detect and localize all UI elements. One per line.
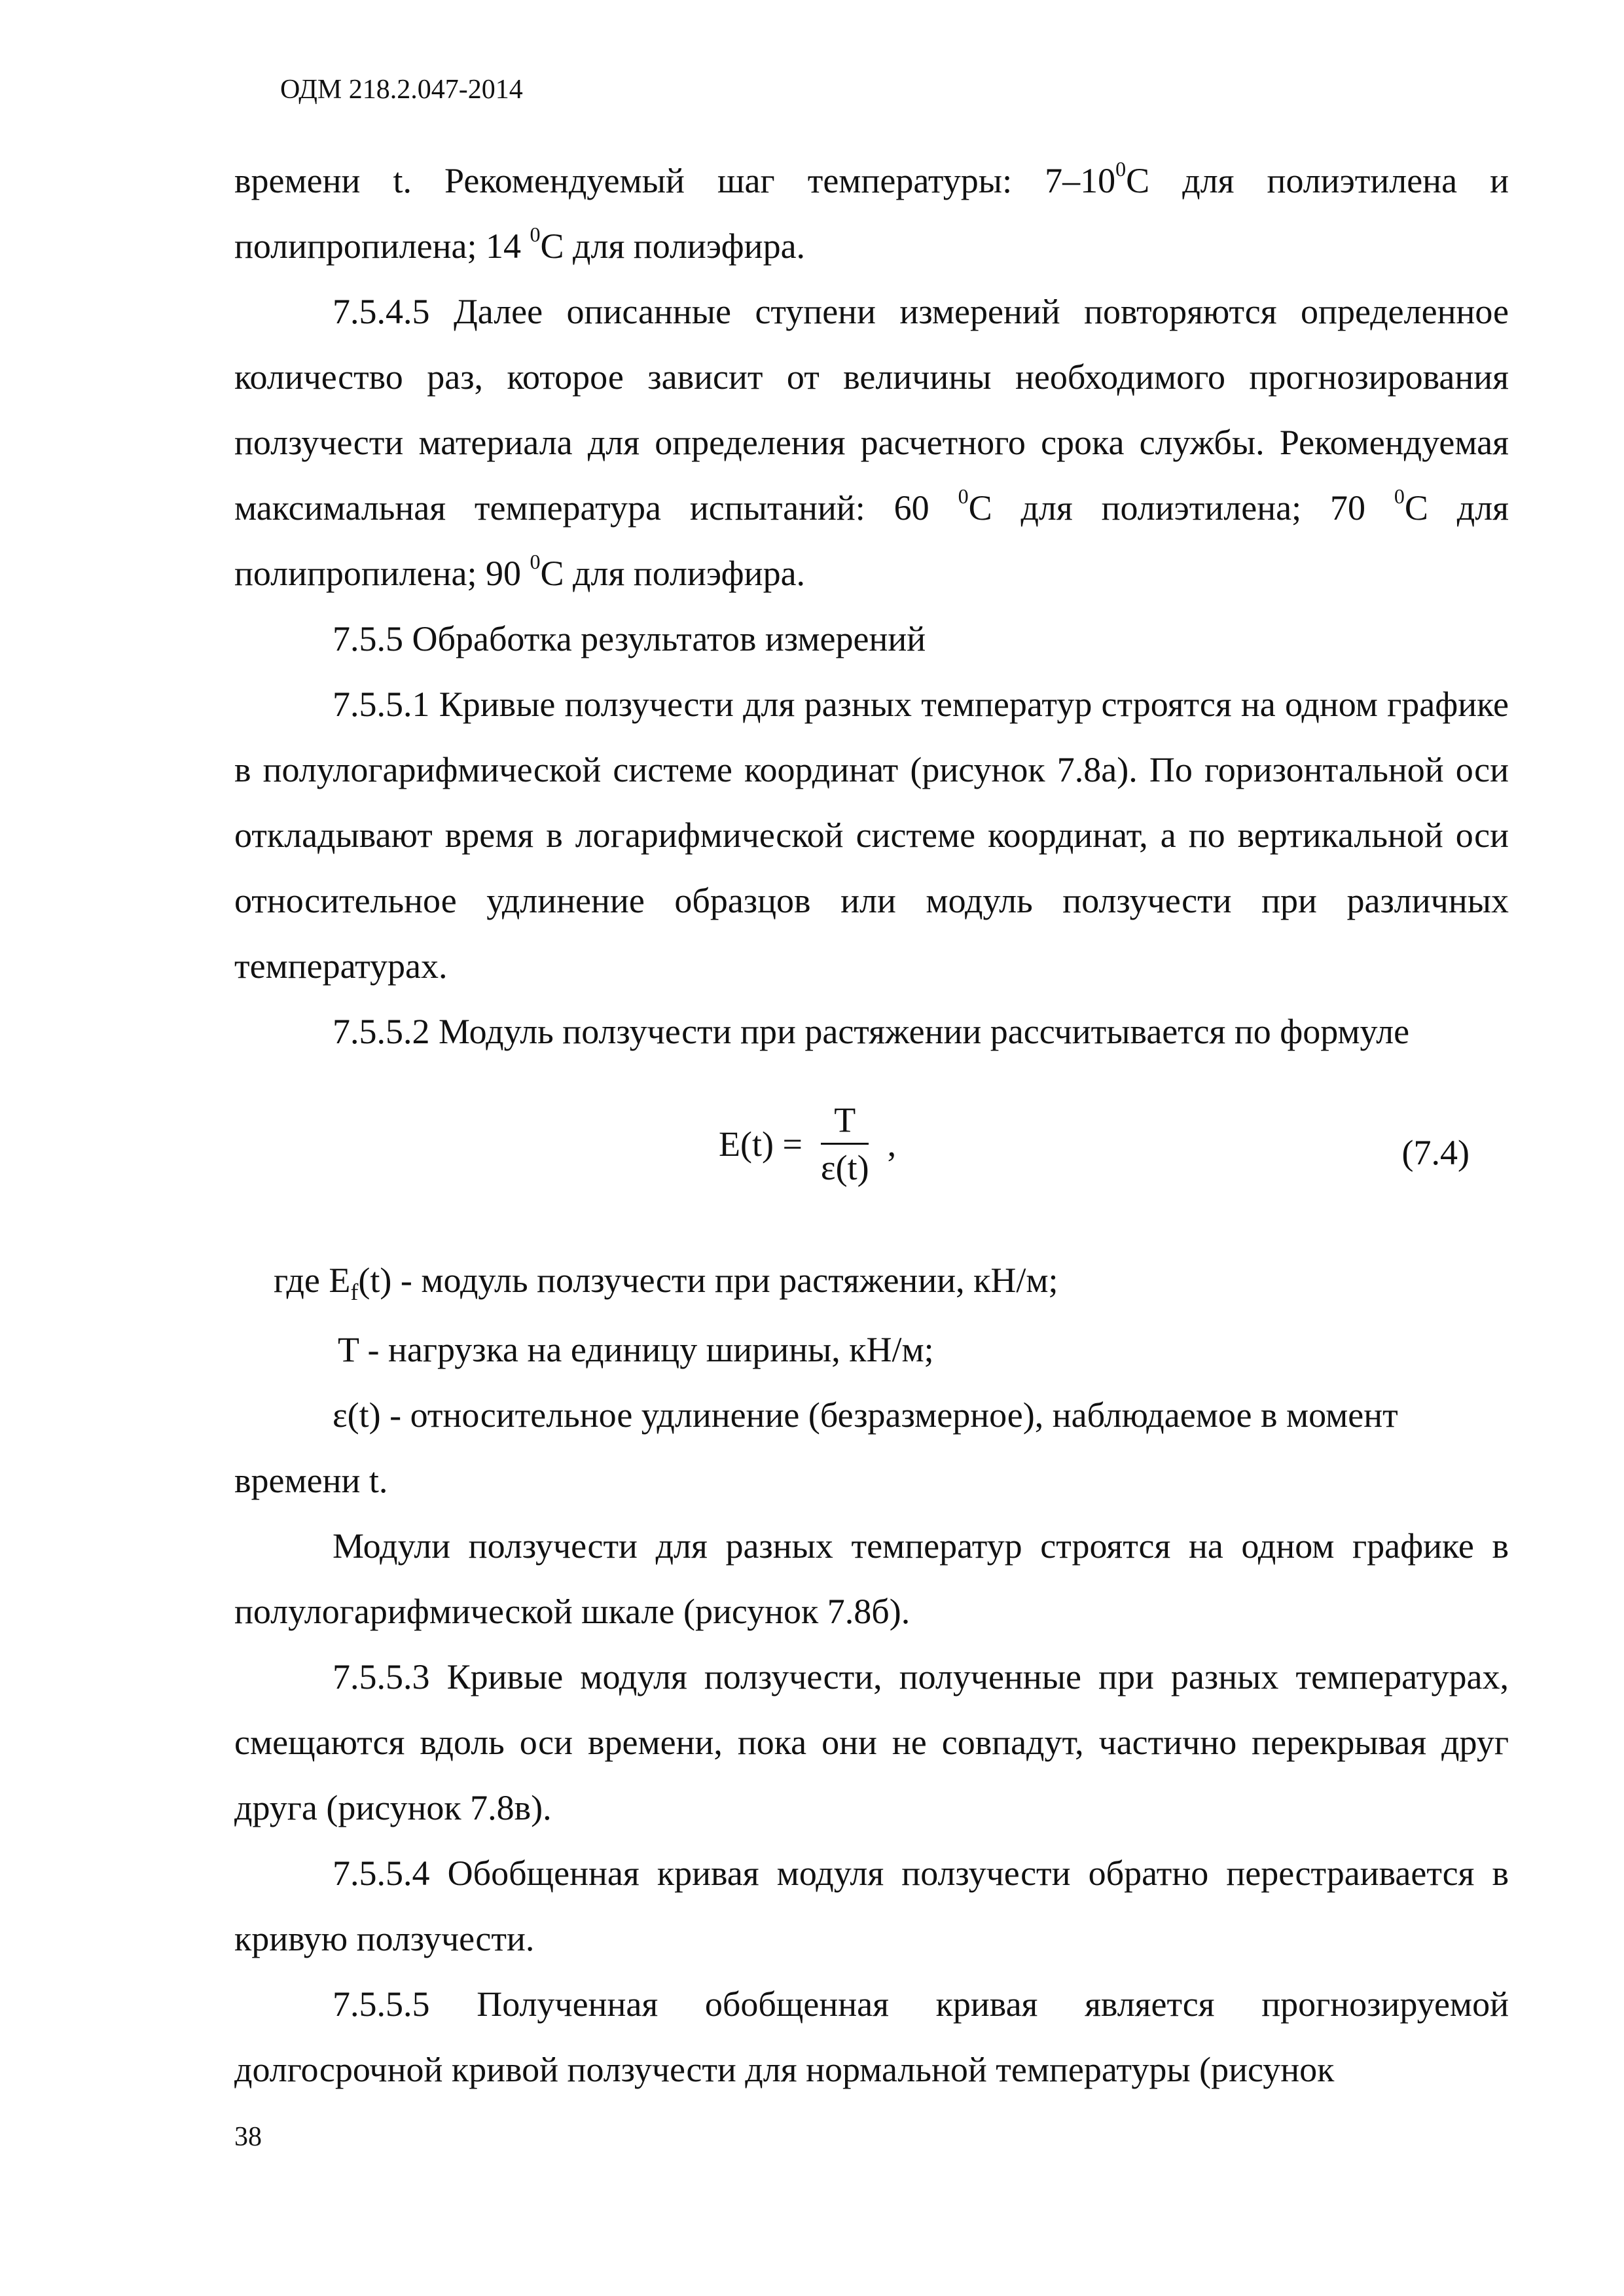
definition-elongation-continued: времени t. bbox=[234, 1461, 388, 1500]
page-number: 38 bbox=[234, 2122, 262, 2152]
formula-denominator: ε(t) bbox=[820, 1148, 869, 1187]
formula-comma: , bbox=[887, 1124, 897, 1164]
definition-creep-modulus: где $E_f(t)$ - модуль ползучести при растяжении, кН/м; bbox=[274, 1261, 1058, 1305]
section-heading-7-5-5: 7.5.5 Обработка результатов измерений bbox=[333, 619, 926, 658]
paragraph-7-5-5-2: 7.5.5.2 Модуль ползучести при растяжении рассчитывается по формуле bbox=[333, 1012, 1410, 1051]
document-code-header: ОДМ 218.2.047-2014 bbox=[280, 75, 523, 105]
definition-elongation: ε(t) - относительное удлинение (безразмерное), наблюдаемое в момент bbox=[333, 1395, 1398, 1435]
formula-numerator: T bbox=[821, 1097, 869, 1145]
formula-lhs: E(t) = bbox=[719, 1124, 803, 1164]
paragraph-7-5-4-5: 7.5.4.5 Далее описанные ступени измерений повторяются определенное количество раз, которое зависит от величины необходимого прогнозирования ползучести материала для определения расчетного срока службы. Рекомендуемая максимальная температура испытаний: 60 $^0$С для полиэтилена; 70 $^0$С для полипропилена; 90 $^0$С для полиэфира. bbox=[234, 292, 1509, 593]
formula-expression bbox=[719, 1097, 896, 1191]
paragraph-7-5-5-5: 7.5.5.5 Полученная обобщенная кривая является прогнозируемой долгосрочной кривой ползучести для нормальной температуры (рисунок bbox=[234, 1984, 1509, 2089]
definition-load: T - нагрузка на единицу ширины, кН/м; bbox=[338, 1330, 934, 1369]
page-body bbox=[234, 148, 1509, 2102]
formula-number: (7.4) bbox=[1401, 1133, 1470, 1172]
paragraph-temperature-step: времени t. Рекомендуемый шаг температуры: $7-10^0С$ для полиэтилена и полипропилена; 14 $^0$С для полиэфира. bbox=[234, 157, 1509, 266]
paragraph-7-5-5-3: 7.5.5.3 Кривые модуля ползучести, полученные при разных температурах, смещаются вдоль оси времени, пока они не совпадут, частично перекрывая друг друга (рисунок 7.8в). bbox=[234, 1657, 1509, 1827]
paragraph-creep-modulus-graphs: Модули ползучести для разных температур строятся на одном графике в полулогарифмической шкале (рисунок 7.8б). bbox=[234, 1526, 1509, 1631]
formula-7-4 bbox=[234, 1071, 1509, 1202]
paragraph-7-5-5-4: 7.5.5.4 Обобщенная кривая модуля ползучести обратно перестраивается в кривую ползучести. bbox=[234, 1854, 1509, 1958]
formula-fraction bbox=[808, 1097, 882, 1191]
paragraph-7-5-5-1: 7.5.5.1 Кривые ползучести для разных температур строятся на одном графике в полулогарифмической системе координат (рисунок 7.8а). По горизонтальной оси откладывают время в логарифмической системе координат, а по вертикальной оси относительное удлинение образцов или модуль ползучести при различных температурах. bbox=[234, 685, 1509, 986]
